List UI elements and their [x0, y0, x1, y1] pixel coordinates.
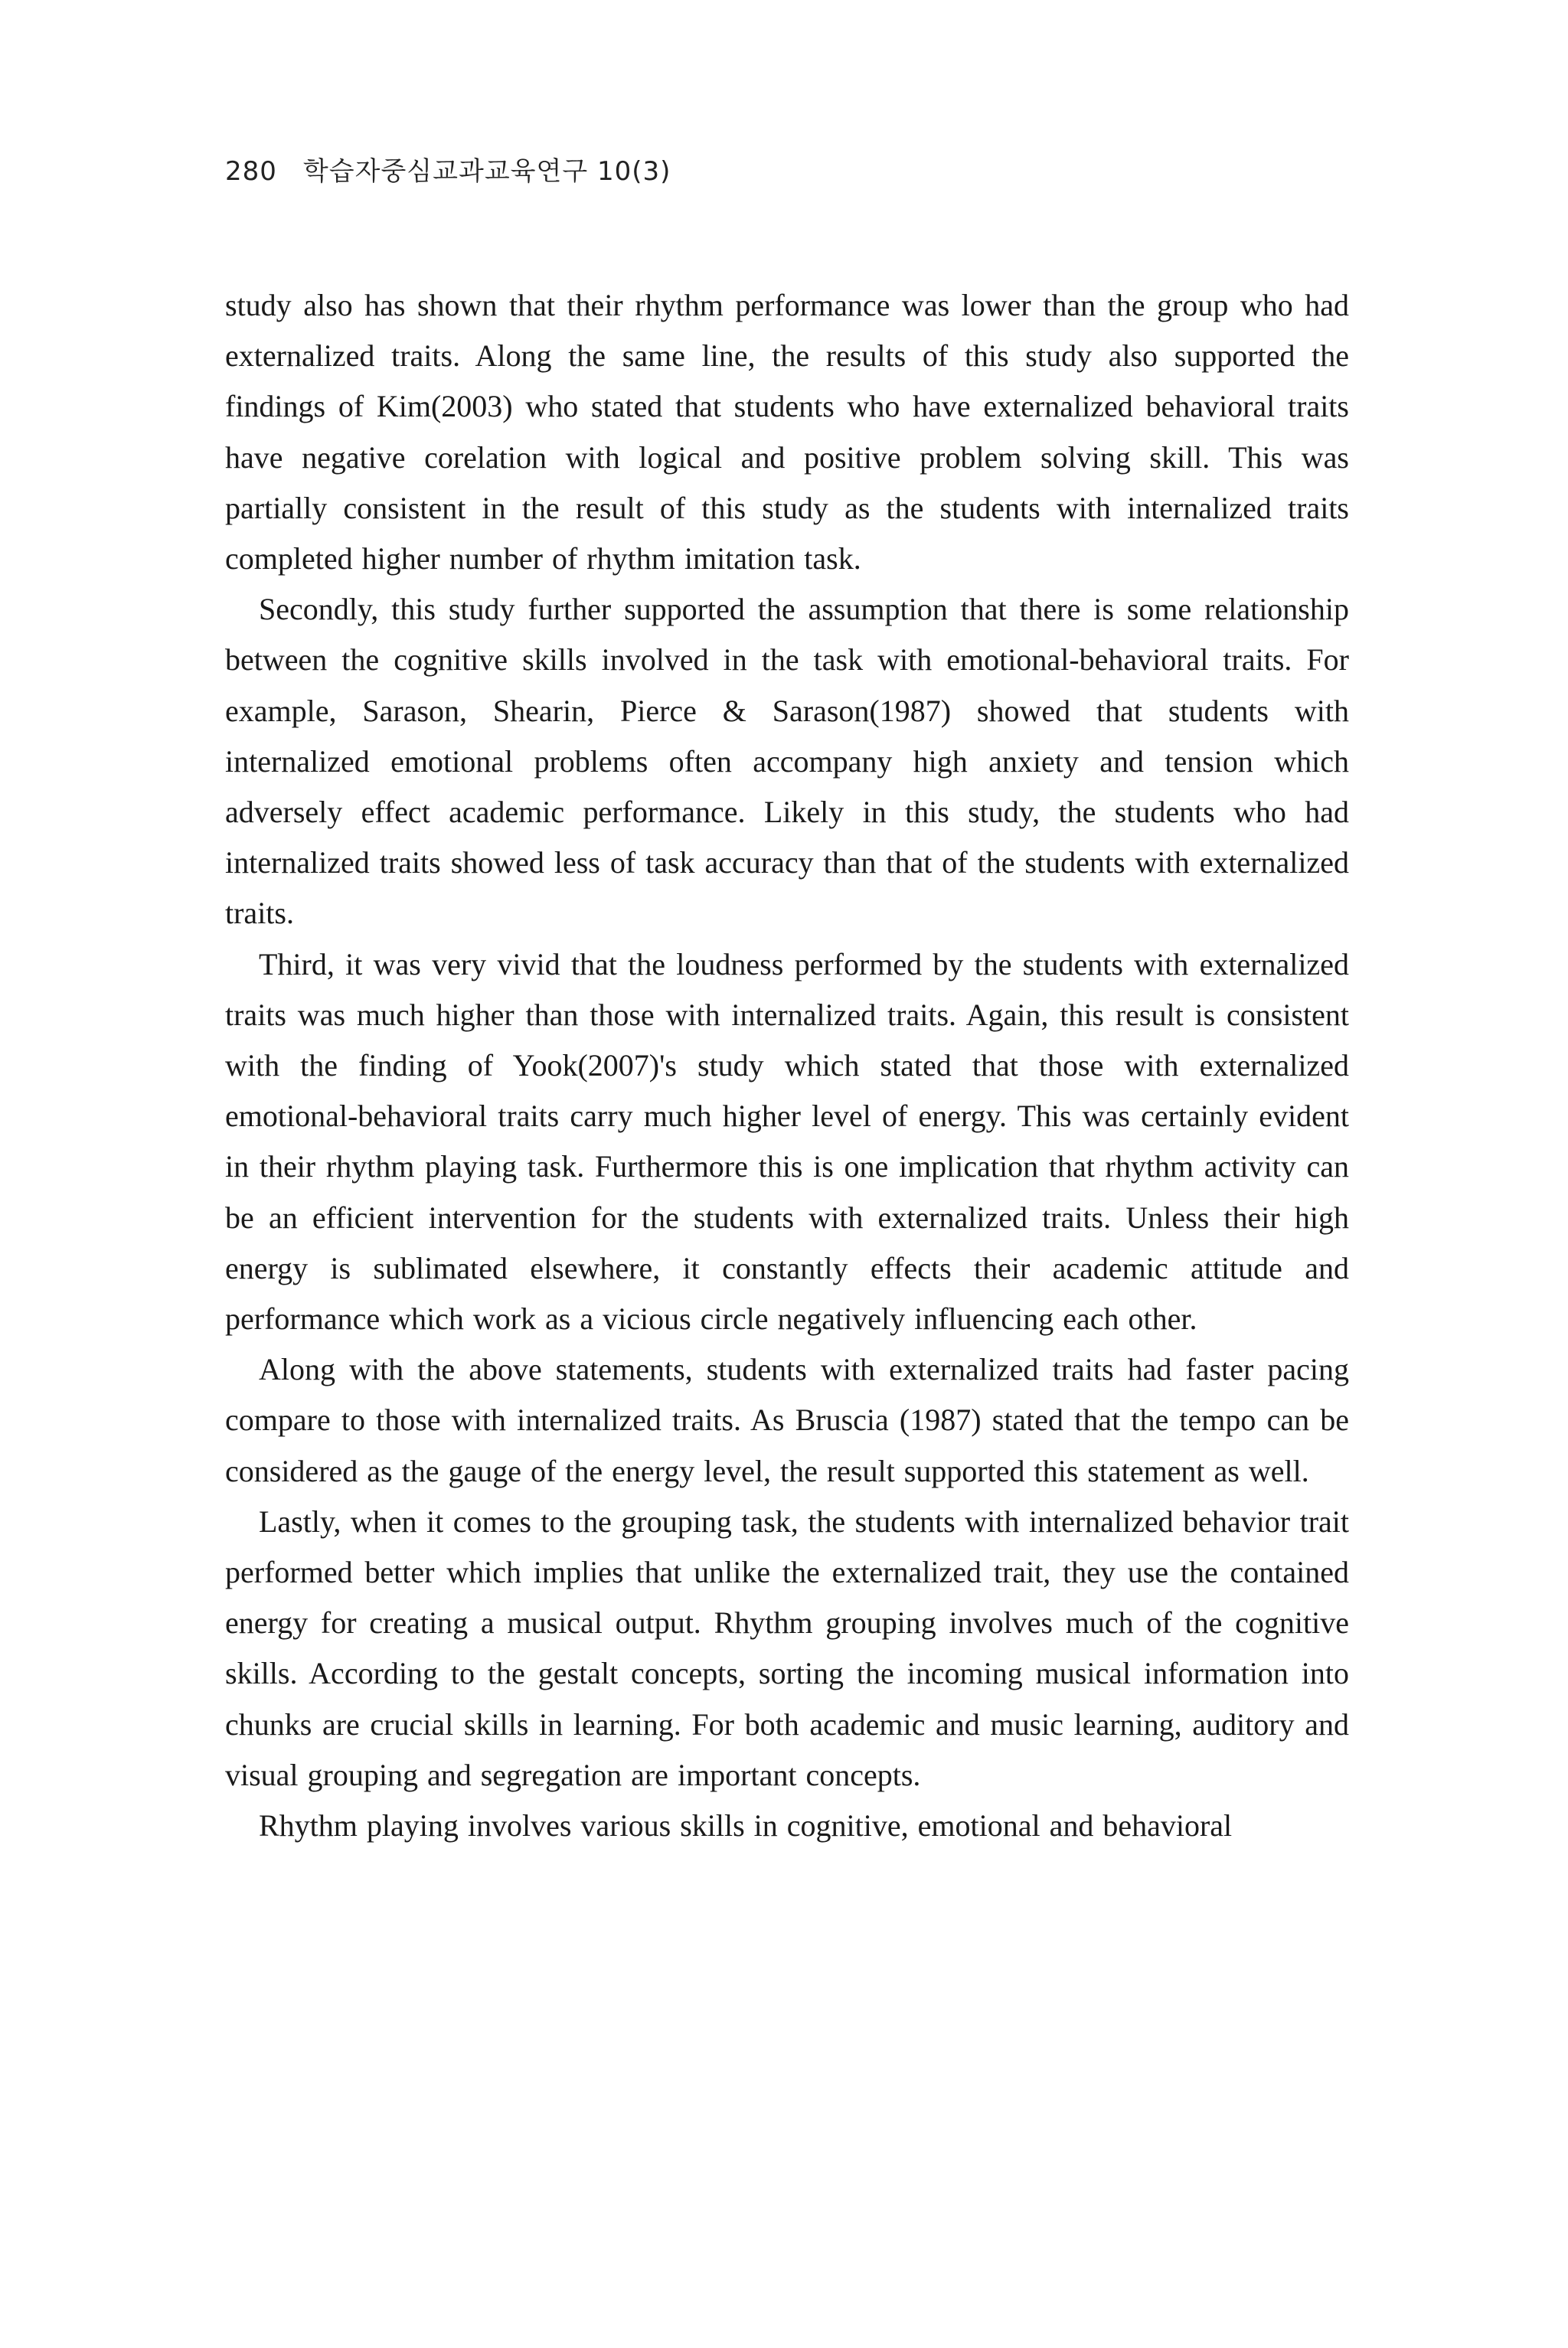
paragraph-lastly: Lastly, when it comes to the grouping task, the students with internalized behavior trait performed better which implies that unlike the externalized trait, they use the contained energy for creating a musical output. Rhythm grouping involves much of the cognitive skills. According to the gestalt concepts, sorting the incoming musical information into chunks are crucial skills in learning. For both academic and music learning, auditory and visual grouping and segregation are important concepts. [225, 1504, 1349, 1792]
running-header [225, 150, 671, 188]
paragraph-secondly: Secondly, this study further supported the assumption that there is some relationship between the cognitive skills involved in the task with emotional-behavioral traits. For example, Sarason, Shearin, Pierce & Sarason(1987) showed that students with internalized emotional problems often accompany high anxiety and tension which adversely effect academic performance. Likely in this study, the students who had internalized traits showed less of task accuracy than that of the students with externalized traits. [225, 592, 1349, 931]
paragraph-rhythm-playing: Rhythm playing involves various skills in cognitive, emotional and behavioral [259, 1808, 1233, 1843]
paragraph-third: Third, it was very vivid that the loudness performed by the students with externalized traits was much higher than those with internalized traits. Again, this result is consistent with the finding of Yook(2007)'s study which stated that those with externalized emotional-behavioral traits carry much higher level of energy. This was certainly evident in their rhythm playing task. Furthermore this is one implication that rhythm activity can be an efficient intervention for the students with externalized traits. Unless their high energy is sublimated elsewhere, it constantly effects their academic attitude and performance which work as a vicious circle negatively influencing each other. [225, 946, 1349, 1337]
body-text [225, 280, 1349, 1851]
paragraph-tempo: Along with the above statements, students with externalized traits had faster pacing compare to those with internalized traits. As Bruscia (1987) stated that the tempo can be considered as the gauge of the energy level, the result supported this statement as well. [225, 1352, 1349, 1488]
journal-title: 학습자중심교과교육연구 10(3) [302, 156, 671, 187]
page-number: 280 [225, 156, 277, 187]
paragraph-continued: study also has shown that their rhythm performance was lower than the group who had externalized traits. Along the same line, the results of this study also supported the findings of Kim(2003) who stated that students who have externalized behavioral traits have negative corelation with logical and positive problem solving skill. This was partially consistent in the result of this study as the students with internalized traits completed higher number of rhythm imitation task. [225, 288, 1349, 576]
